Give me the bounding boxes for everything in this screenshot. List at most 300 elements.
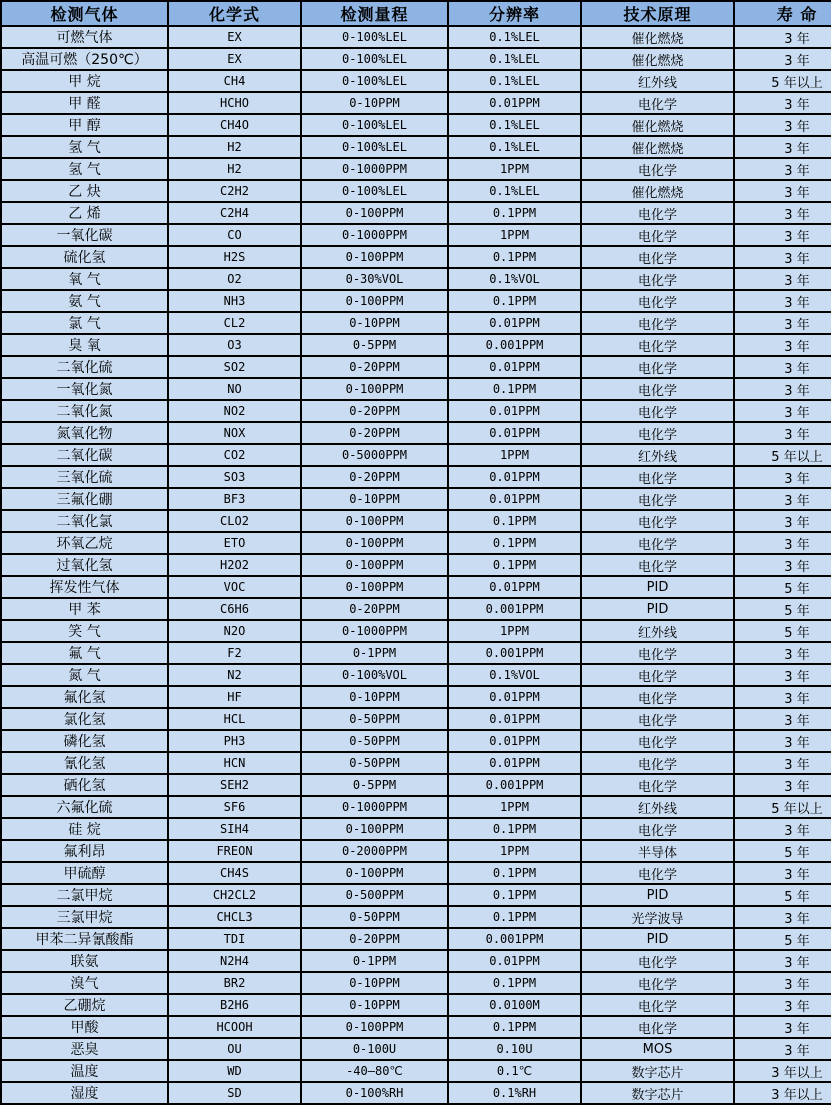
cell-life: 3 年以上 (734, 1082, 831, 1104)
cell-gas: 可燃气体 (1, 26, 168, 48)
table-row (1, 796, 831, 818)
cell-life: 3 年 (734, 730, 831, 752)
cell-tech: MOS (581, 1038, 734, 1060)
col-header-range: 检测量程 (301, 1, 448, 26)
cell-formula: NO (168, 378, 301, 400)
cell-formula: SO3 (168, 466, 301, 488)
cell-gas: 二氧化硫 (1, 356, 168, 378)
cell-formula: C6H6 (168, 598, 301, 620)
cell-gas: 乙 烯 (1, 202, 168, 224)
cell-life: 3 年 (734, 488, 831, 510)
table-row (1, 1060, 831, 1082)
cell-life: 3 年 (734, 224, 831, 246)
cell-life: 3 年 (734, 202, 831, 224)
cell-life: 5 年 (734, 620, 831, 642)
cell-resolution: 0.1PPM (448, 532, 581, 554)
cell-life: 3 年 (734, 356, 831, 378)
table-row (1, 268, 831, 290)
cell-tech: 电化学 (581, 356, 734, 378)
cell-resolution: 0.1%LEL (448, 48, 581, 70)
cell-tech: 电化学 (581, 422, 734, 444)
cell-formula: O3 (168, 334, 301, 356)
cell-tech: PID (581, 598, 734, 620)
cell-tech: 电化学 (581, 378, 734, 400)
cell-gas: 甲酸 (1, 1016, 168, 1038)
cell-gas: 氧 气 (1, 268, 168, 290)
cell-formula: VOC (168, 576, 301, 598)
table-row (1, 862, 831, 884)
cell-formula: BF3 (168, 488, 301, 510)
cell-life: 3 年 (734, 400, 831, 422)
cell-range: 0-1000PPM (301, 796, 448, 818)
cell-life: 3 年 (734, 422, 831, 444)
cell-range: 0-1000PPM (301, 620, 448, 642)
cell-range: 0-500PPM (301, 884, 448, 906)
cell-life: 3 年 (734, 180, 831, 202)
cell-gas: 二氧化氯 (1, 510, 168, 532)
cell-formula: FREON (168, 840, 301, 862)
cell-range: 0-1000PPM (301, 158, 448, 180)
cell-tech: 半导体 (581, 840, 734, 862)
cell-life: 3 年 (734, 554, 831, 576)
cell-range: 0-100%LEL (301, 26, 448, 48)
table-row (1, 92, 831, 114)
cell-formula: N2H4 (168, 950, 301, 972)
cell-gas: 氯化氢 (1, 708, 168, 730)
cell-gas: 二氯甲烷 (1, 884, 168, 906)
cell-resolution: 0.01PPM (448, 312, 581, 334)
table-row (1, 752, 831, 774)
cell-resolution: 0.01PPM (448, 950, 581, 972)
cell-tech: 电化学 (581, 312, 734, 334)
cell-formula: HCN (168, 752, 301, 774)
cell-tech: 红外线 (581, 444, 734, 466)
cell-formula: BR2 (168, 972, 301, 994)
table-body (1, 26, 831, 1104)
cell-resolution: 1PPM (448, 224, 581, 246)
cell-resolution: 0.1PPM (448, 554, 581, 576)
cell-resolution: 0.001PPM (448, 774, 581, 796)
table-row (1, 290, 831, 312)
cell-life: 3 年 (734, 906, 831, 928)
cell-tech: 电化学 (581, 334, 734, 356)
cell-gas: 溴气 (1, 972, 168, 994)
cell-range: 0-100PPM (301, 246, 448, 268)
cell-range: 0-20PPM (301, 598, 448, 620)
table-row (1, 488, 831, 510)
cell-gas: 高温可燃（250℃） (1, 48, 168, 70)
cell-tech: 电化学 (581, 972, 734, 994)
header-row (1, 1, 831, 26)
cell-gas: 过氧化氢 (1, 554, 168, 576)
cell-formula: CLO2 (168, 510, 301, 532)
cell-formula: EX (168, 48, 301, 70)
cell-range: 0-100%LEL (301, 114, 448, 136)
cell-range: 0-20PPM (301, 400, 448, 422)
cell-tech: 电化学 (581, 488, 734, 510)
cell-tech: 电化学 (581, 752, 734, 774)
cell-resolution: 0.1PPM (448, 510, 581, 532)
cell-range: 0-1000PPM (301, 224, 448, 246)
cell-resolution: 0.10U (448, 1038, 581, 1060)
cell-resolution: 0.1PPM (448, 884, 581, 906)
cell-gas: 氢 气 (1, 158, 168, 180)
cell-life: 3 年 (734, 510, 831, 532)
cell-resolution: 0.1PPM (448, 1016, 581, 1038)
cell-formula: ETO (168, 532, 301, 554)
table-row (1, 444, 831, 466)
cell-life: 3 年 (734, 532, 831, 554)
cell-gas: 磷化氢 (1, 730, 168, 752)
cell-range: 0-50PPM (301, 730, 448, 752)
cell-formula: C2H2 (168, 180, 301, 202)
cell-range: 0-50PPM (301, 708, 448, 730)
cell-gas: 氯 气 (1, 312, 168, 334)
cell-range: 0-5PPM (301, 774, 448, 796)
table-row (1, 1038, 831, 1060)
cell-resolution: 0.0100M (448, 994, 581, 1016)
table-row (1, 356, 831, 378)
cell-resolution: 0.1PPM (448, 906, 581, 928)
cell-range: 0-20PPM (301, 466, 448, 488)
cell-resolution: 0.001PPM (448, 928, 581, 950)
cell-life: 3 年 (734, 752, 831, 774)
cell-range: 0-100PPM (301, 576, 448, 598)
cell-formula: C2H4 (168, 202, 301, 224)
cell-gas: 二氧化碳 (1, 444, 168, 466)
table-row (1, 774, 831, 796)
cell-tech: 数字芯片 (581, 1060, 734, 1082)
cell-formula: N2O (168, 620, 301, 642)
cell-formula: NO2 (168, 400, 301, 422)
table-row (1, 928, 831, 950)
cell-gas: 甲 醛 (1, 92, 168, 114)
cell-range: 0-100PPM (301, 510, 448, 532)
cell-tech: 光学波导 (581, 906, 734, 928)
cell-range: 0-100%LEL (301, 70, 448, 92)
cell-range: 0-50PPM (301, 752, 448, 774)
cell-range: 0-5000PPM (301, 444, 448, 466)
cell-resolution: 0.1%LEL (448, 114, 581, 136)
cell-gas: 氟化氢 (1, 686, 168, 708)
cell-resolution: 0.01PPM (448, 730, 581, 752)
cell-life: 3 年 (734, 246, 831, 268)
cell-resolution: 0.1%VOL (448, 268, 581, 290)
cell-formula: H2 (168, 136, 301, 158)
cell-life: 5 年 (734, 884, 831, 906)
cell-formula: H2O2 (168, 554, 301, 576)
cell-formula: NOX (168, 422, 301, 444)
cell-tech: 催化燃烧 (581, 180, 734, 202)
cell-formula: SIH4 (168, 818, 301, 840)
cell-gas: 一氧化碳 (1, 224, 168, 246)
cell-range: 0-100U (301, 1038, 448, 1060)
cell-formula: CH4S (168, 862, 301, 884)
cell-life: 3 年 (734, 1038, 831, 1060)
table-row (1, 202, 831, 224)
cell-range: 0-100PPM (301, 818, 448, 840)
cell-formula: CH4O (168, 114, 301, 136)
cell-gas: 三氯甲烷 (1, 906, 168, 928)
cell-tech: 电化学 (581, 554, 734, 576)
cell-tech: 电化学 (581, 708, 734, 730)
cell-tech: PID (581, 576, 734, 598)
cell-life: 3 年 (734, 26, 831, 48)
cell-life: 3 年 (734, 972, 831, 994)
cell-gas: 氨 气 (1, 290, 168, 312)
cell-gas: 甲硫醇 (1, 862, 168, 884)
cell-life: 5 年以上 (734, 444, 831, 466)
cell-tech: PID (581, 928, 734, 950)
cell-formula: CL2 (168, 312, 301, 334)
cell-life: 5 年 (734, 840, 831, 862)
table-row (1, 48, 831, 70)
cell-resolution: 0.01PPM (448, 752, 581, 774)
cell-gas: 恶臭 (1, 1038, 168, 1060)
cell-life: 3 年 (734, 818, 831, 840)
cell-gas: 氟 气 (1, 642, 168, 664)
table-row (1, 224, 831, 246)
cell-resolution: 0.01PPM (448, 466, 581, 488)
col-header-tech: 技术原理 (581, 1, 734, 26)
cell-resolution: 0.001PPM (448, 598, 581, 620)
cell-gas: 联氨 (1, 950, 168, 972)
cell-tech: 电化学 (581, 400, 734, 422)
cell-life: 5 年 (734, 576, 831, 598)
cell-tech: 催化燃烧 (581, 136, 734, 158)
cell-formula: CH2CL2 (168, 884, 301, 906)
cell-range: 0-100PPM (301, 554, 448, 576)
cell-range: 0-10PPM (301, 92, 448, 114)
cell-life: 3 年 (734, 686, 831, 708)
cell-range: 0-100%LEL (301, 136, 448, 158)
cell-life: 3 年 (734, 114, 831, 136)
cell-formula: SEH2 (168, 774, 301, 796)
cell-tech: 电化学 (581, 950, 734, 972)
cell-tech: 催化燃烧 (581, 114, 734, 136)
cell-formula: NH3 (168, 290, 301, 312)
cell-tech: 电化学 (581, 224, 734, 246)
cell-formula: HCHO (168, 92, 301, 114)
cell-tech: 电化学 (581, 1016, 734, 1038)
cell-tech: 电化学 (581, 774, 734, 796)
cell-formula: H2 (168, 158, 301, 180)
cell-tech: 红外线 (581, 796, 734, 818)
cell-range: 0-1PPM (301, 950, 448, 972)
cell-gas: 氟利昂 (1, 840, 168, 862)
table-row (1, 620, 831, 642)
cell-resolution: 0.1%RH (448, 1082, 581, 1104)
table-row (1, 312, 831, 334)
cell-resolution: 1PPM (448, 444, 581, 466)
cell-tech: 催化燃烧 (581, 48, 734, 70)
cell-resolution: 0.01PPM (448, 708, 581, 730)
cell-formula: F2 (168, 642, 301, 664)
cell-tech: 电化学 (581, 686, 734, 708)
cell-resolution: 0.1%LEL (448, 70, 581, 92)
cell-range: 0-100PPM (301, 532, 448, 554)
cell-range: 0-20PPM (301, 928, 448, 950)
cell-resolution: 0.1%LEL (448, 136, 581, 158)
cell-resolution: 0.1%LEL (448, 180, 581, 202)
table-row (1, 26, 831, 48)
cell-range: 0-10PPM (301, 686, 448, 708)
table-row (1, 246, 831, 268)
cell-life: 3 年 (734, 950, 831, 972)
cell-life: 5 年 (734, 928, 831, 950)
cell-range: 0-10PPM (301, 488, 448, 510)
cell-range: 0-100PPM (301, 202, 448, 224)
cell-formula: PH3 (168, 730, 301, 752)
table-row (1, 422, 831, 444)
cell-tech: 电化学 (581, 862, 734, 884)
cell-life: 3 年 (734, 664, 831, 686)
cell-formula: HF (168, 686, 301, 708)
table-row (1, 466, 831, 488)
table-row (1, 1082, 831, 1104)
cell-resolution: 0.01PPM (448, 356, 581, 378)
cell-gas: 挥发性气体 (1, 576, 168, 598)
table-row (1, 510, 831, 532)
cell-formula: SF6 (168, 796, 301, 818)
cell-gas: 硒化氢 (1, 774, 168, 796)
cell-life: 3 年 (734, 862, 831, 884)
cell-range: 0-100%LEL (301, 48, 448, 70)
cell-gas: 硅 烷 (1, 818, 168, 840)
cell-formula: O2 (168, 268, 301, 290)
cell-formula: TDI (168, 928, 301, 950)
cell-resolution: 0.1PPM (448, 290, 581, 312)
cell-range: 0-100PPM (301, 862, 448, 884)
cell-range: 0-100PPM (301, 378, 448, 400)
cell-tech: 电化学 (581, 158, 734, 180)
cell-tech: 电化学 (581, 92, 734, 114)
cell-life: 3 年 (734, 268, 831, 290)
cell-gas: 笑 气 (1, 620, 168, 642)
cell-gas: 硫化氢 (1, 246, 168, 268)
table-row (1, 708, 831, 730)
cell-life: 3 年 (734, 158, 831, 180)
cell-resolution: 0.01PPM (448, 576, 581, 598)
cell-resolution: 1PPM (448, 158, 581, 180)
cell-gas: 臭 氧 (1, 334, 168, 356)
table-row (1, 972, 831, 994)
cell-life: 3 年 (734, 466, 831, 488)
cell-tech: 红外线 (581, 620, 734, 642)
cell-formula: WD (168, 1060, 301, 1082)
table-row (1, 180, 831, 202)
cell-life: 3 年以上 (734, 1060, 831, 1082)
cell-life: 5 年以上 (734, 796, 831, 818)
cell-gas: 氮氧化物 (1, 422, 168, 444)
cell-tech: 电化学 (581, 532, 734, 554)
cell-life: 3 年 (734, 642, 831, 664)
cell-tech: 电化学 (581, 818, 734, 840)
cell-resolution: 0.1PPM (448, 378, 581, 400)
cell-formula: CH4 (168, 70, 301, 92)
table-row (1, 136, 831, 158)
cell-life: 3 年 (734, 774, 831, 796)
table-row (1, 906, 831, 928)
cell-gas: 环氧乙烷 (1, 532, 168, 554)
cell-life: 3 年 (734, 136, 831, 158)
cell-range: 0-100%VOL (301, 664, 448, 686)
cell-formula: N2 (168, 664, 301, 686)
table-header (1, 1, 831, 26)
cell-range: 0-5PPM (301, 334, 448, 356)
table-row (1, 686, 831, 708)
cell-tech: 红外线 (581, 70, 734, 92)
table-row (1, 334, 831, 356)
cell-resolution: 0.01PPM (448, 686, 581, 708)
cell-formula: EX (168, 26, 301, 48)
col-header-resolution: 分辨率 (448, 1, 581, 26)
cell-life: 3 年 (734, 994, 831, 1016)
cell-resolution: 0.1PPM (448, 818, 581, 840)
cell-range: 0-10PPM (301, 312, 448, 334)
cell-formula: CO (168, 224, 301, 246)
cell-tech: PID (581, 884, 734, 906)
cell-range: 0-100PPM (301, 1016, 448, 1038)
cell-resolution: 1PPM (448, 796, 581, 818)
cell-range: 0-100PPM (301, 290, 448, 312)
cell-life: 3 年 (734, 708, 831, 730)
cell-gas: 甲 苯 (1, 598, 168, 620)
table-row (1, 158, 831, 180)
cell-resolution: 0.1PPM (448, 972, 581, 994)
cell-formula: HCL (168, 708, 301, 730)
cell-range: 0-10PPM (301, 972, 448, 994)
cell-gas: 乙硼烷 (1, 994, 168, 1016)
cell-range: 0-100%RH (301, 1082, 448, 1104)
cell-tech: 电化学 (581, 730, 734, 752)
cell-resolution: 0.001PPM (448, 642, 581, 664)
cell-life: 5 年以上 (734, 70, 831, 92)
cell-resolution: 0.01PPM (448, 488, 581, 510)
cell-tech: 电化学 (581, 290, 734, 312)
cell-range: 0-30%VOL (301, 268, 448, 290)
cell-gas: 乙 炔 (1, 180, 168, 202)
table-row (1, 70, 831, 92)
table-row (1, 1016, 831, 1038)
cell-formula: SD (168, 1082, 301, 1104)
cell-formula: OU (168, 1038, 301, 1060)
table-row (1, 884, 831, 906)
cell-gas: 一氧化氮 (1, 378, 168, 400)
cell-life: 3 年 (734, 1016, 831, 1038)
cell-life: 3 年 (734, 334, 831, 356)
table-row (1, 532, 831, 554)
cell-gas: 氢 气 (1, 136, 168, 158)
table-row (1, 114, 831, 136)
cell-resolution: 0.1PPM (448, 202, 581, 224)
cell-tech: 电化学 (581, 202, 734, 224)
cell-resolution: 0.1%LEL (448, 26, 581, 48)
cell-resolution: 0.1℃ (448, 1060, 581, 1082)
cell-gas: 温度 (1, 1060, 168, 1082)
cell-range: 0-2000PPM (301, 840, 448, 862)
cell-gas: 二氧化氮 (1, 400, 168, 422)
col-header-life: 寿 命 (734, 1, 831, 26)
table-row (1, 840, 831, 862)
cell-range: 0-20PPM (301, 422, 448, 444)
cell-gas: 三氟化硼 (1, 488, 168, 510)
cell-resolution: 0.1PPM (448, 246, 581, 268)
table-row (1, 818, 831, 840)
cell-tech: 电化学 (581, 994, 734, 1016)
cell-life: 3 年 (734, 290, 831, 312)
cell-resolution: 0.001PPM (448, 334, 581, 356)
